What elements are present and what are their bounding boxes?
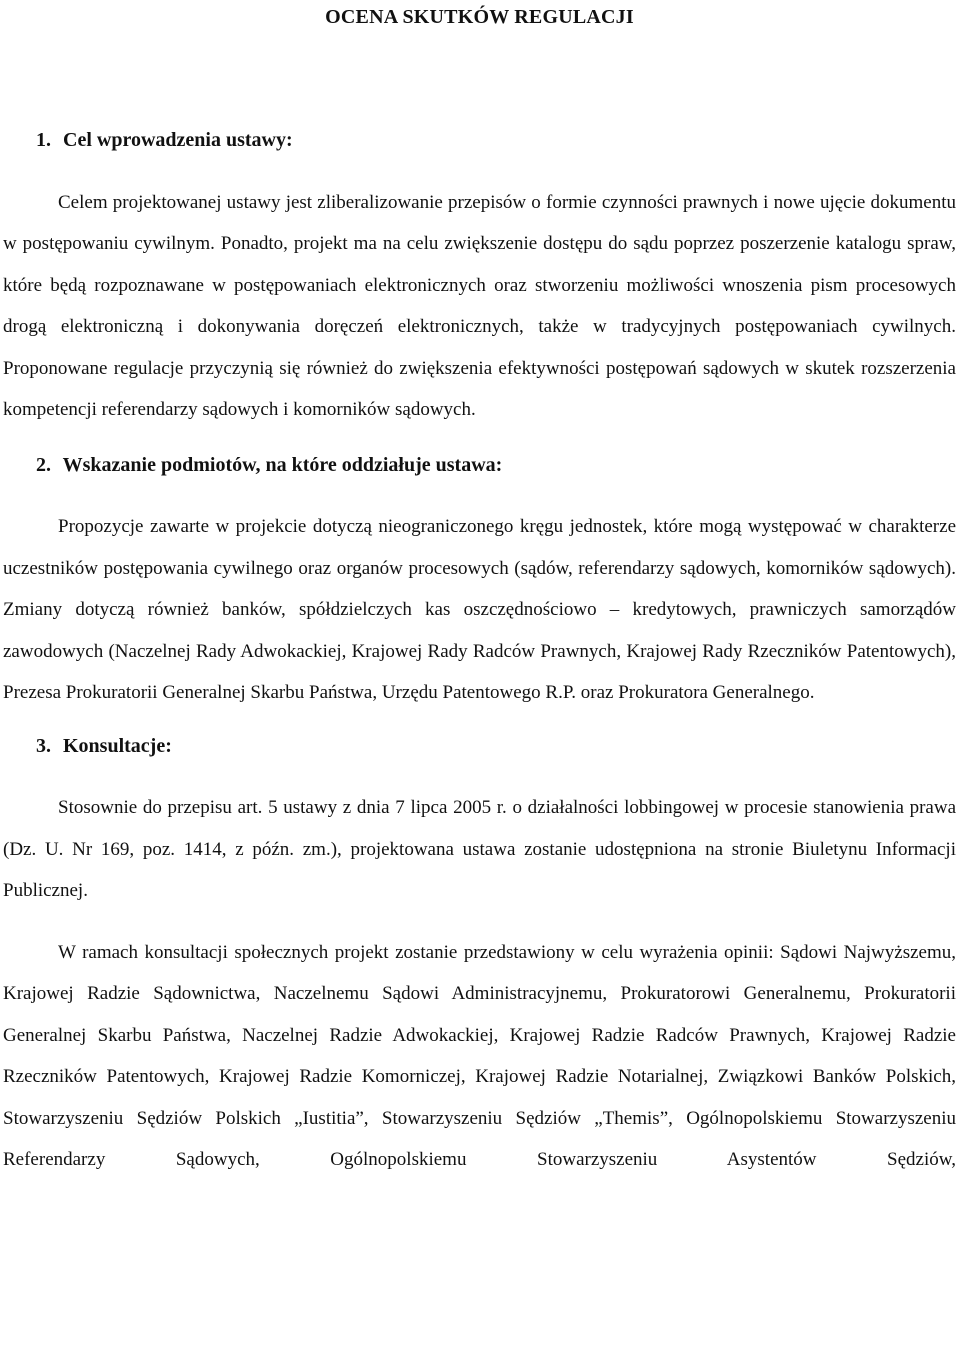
section-heading-text: Konsultacje: — [63, 734, 172, 757]
section-heading-text: Wskazanie podmiotów, na które oddziałuje ustawa: — [62, 453, 503, 476]
section-number: 2. — [36, 453, 51, 476]
section-number: 1. — [36, 129, 51, 151]
document-title: OCENA SKUTKÓW REGULACJI — [325, 6, 634, 28]
section-paragraph: Celem projektowanej ustawy jest zliberalizowanie przepisów o formie czynności prawnych i nowe ujęcie dokumentu w postępowaniu cywilnym. Ponadto, projekt ma na celu zwiększenie dostępu do sądu poprzez poszerzenie katalogu spraw, które będą rozpoznawane w postępowaniach elektronicznych oraz stworzeniu możliwości wnoszenia pism procesowych drogą elektroniczną i dokonywania doręczeń elektronicznych, także w tradycyjnych postępowaniach cywilnych. Proponowane regulacje przyczynią się również do zwiększenia efektywności postępowań sądowych w skutek rozszerzenia kompetencji referendarzy sądowych i komorników sądowych. — [3, 191, 956, 420]
section-number: 3. — [36, 734, 51, 757]
section-paragraph: Stosownie do przepisu art. 5 ustawy z dnia 7 lipca 2005 r. o działalności lobbingowej w procesie stanowienia prawa (Dz. U. Nr 169, poz. 1414, z późn. zm.), projektowana ustawa zostanie udostępniona na stronie Biuletynu Informacji Publicznej. — [3, 797, 956, 901]
section-heading-1 — [3, 120, 956, 162]
section-paragraph: Propozycje zawarte w projekcie dotyczą nieograniczonego kręgu jednostek, które mogą występować w charakterze uczestników postępowania cywilnego oraz organów procesowych (sądów, referendarzy sądowych, komorników sądowych). Zmiany dotyczą również banków, spółdzielczych kas oszczędnościowo – kredytowych, prawniczych samorządów zawodowych (Naczelnej Rady Adwokackiej, Krajowej Rady Radców Prawnych, Krajowej Rady Rzeczników Patentowych), Prezesa Prokuratorii Generalnej Skarbu Państwa, Urzędu Patentowego R.P. oraz Prokuratora Generalnego. — [3, 516, 956, 703]
section-heading-3 — [3, 726, 956, 768]
section-heading-2 — [3, 445, 956, 487]
section-paragraph: W ramach konsultacji społecznych projekt zostanie przedstawiony w celu wyrażenia opinii: Sądowi Najwyższemu, Krajowej Radzie Sądownictwa, Naczelnemu Sądowi Administracyjnemu, Prokuratorowi Generalnemu, Prokuratorii Generalnej Skarbu Państwa, Naczelnej Radzie Adwokackiej, Krajowej Radzie Radców Prawnych, Krajowej Radzie Rzeczników Patentowych, Krajowej Radzie Komorniczej, Krajowej Radzie Notarialnej, Związkowi Banków Polskich, Stowarzyszeniu Sędziów Polskich „Iustitia”, Stowarzyszeniu Sędziów „Themis”, Ogólnopolskiemu Stowarzyszeniu Referendarzy Sądowych, Ogólnopolskiemu Stowarzyszeniu Asystentów Sędziów, — [3, 941, 956, 1170]
section-heading-text: Cel wprowadzenia ustawy: — [63, 129, 293, 151]
